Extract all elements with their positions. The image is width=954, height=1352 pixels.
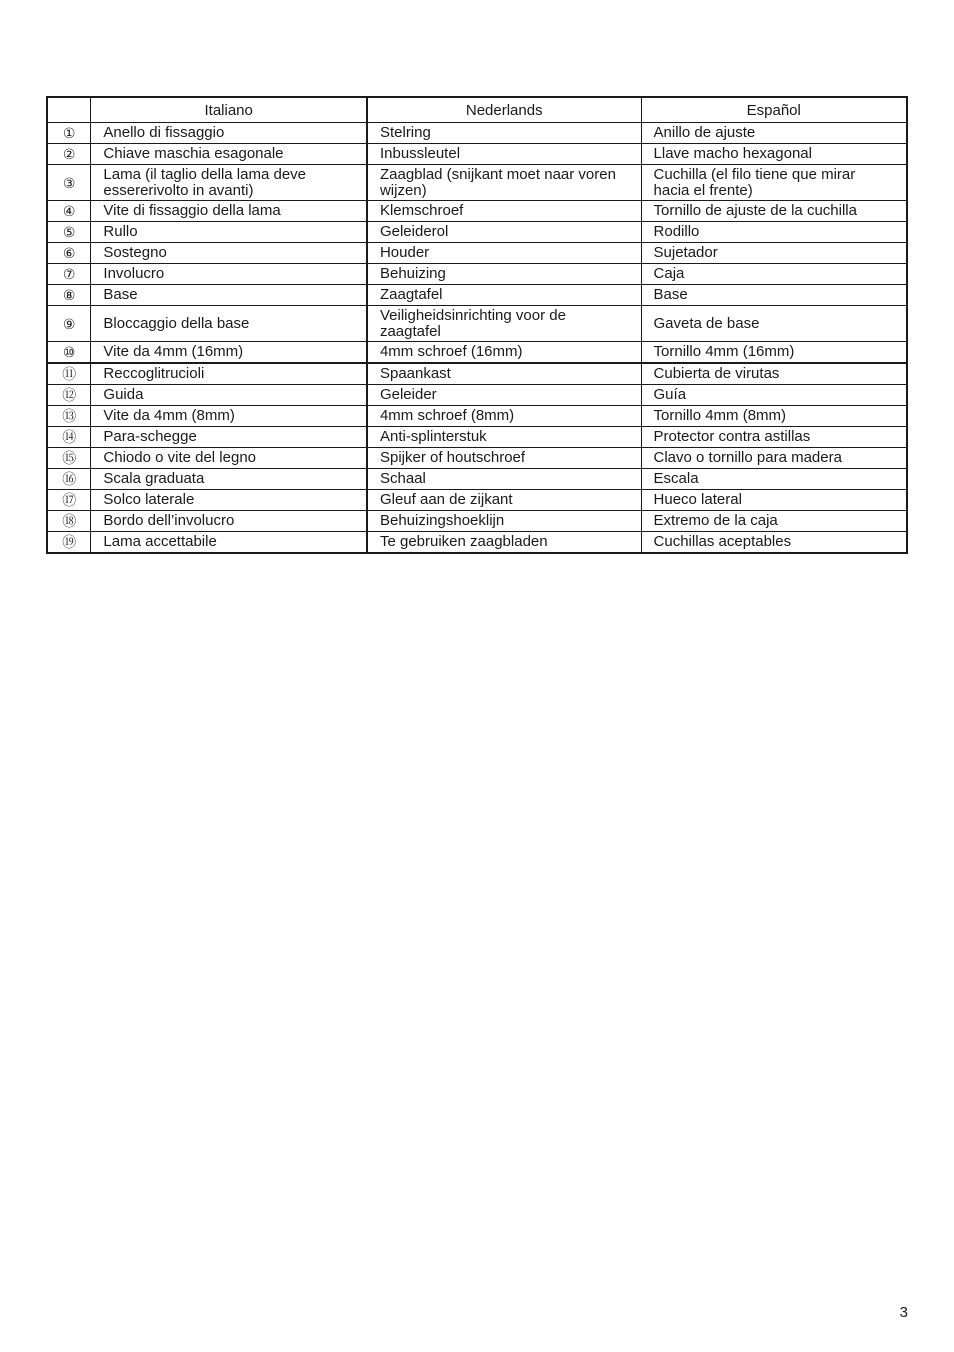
dutch-term: Zaagtafel: [367, 285, 641, 306]
italian-term: Vite di fissaggio della lama: [91, 201, 367, 222]
header-number: [47, 97, 91, 123]
italian-term: Reccoglitrucioli: [91, 363, 367, 385]
italian-term: Rullo: [91, 222, 367, 243]
item-number: ⑱: [47, 511, 91, 532]
italian-term: Sostegno: [91, 243, 367, 264]
dutch-term: Geleider: [367, 385, 641, 406]
spanish-term: Llave macho hexagonal: [641, 144, 907, 165]
italian-term: Para-schegge: [91, 427, 367, 448]
spanish-term: Tornillo de ajuste de la cuchilla: [641, 201, 907, 222]
table-row: [47, 264, 907, 285]
header-nederlands: Nederlands: [367, 97, 641, 123]
table-row: [47, 243, 907, 264]
table-row: [47, 363, 907, 385]
spanish-term: Extremo de la caja: [641, 511, 907, 532]
item-number: ⑤: [47, 222, 91, 243]
item-number: ⑧: [47, 285, 91, 306]
header-espanol: Español: [641, 97, 907, 123]
dutch-term: Te gebruiken zaagbladen: [367, 532, 641, 554]
dutch-term: Anti-splinterstuk: [367, 427, 641, 448]
table-row: [47, 490, 907, 511]
italian-term: Scala graduata: [91, 469, 367, 490]
parts-table: [46, 96, 908, 554]
item-number: ⑩: [47, 342, 91, 364]
dutch-term: 4mm schroef (8mm): [367, 406, 641, 427]
item-number: ⑪: [47, 363, 91, 385]
page-number: 3: [899, 1304, 908, 1321]
table-row: [47, 222, 907, 243]
spanish-term: Cubierta de virutas: [641, 363, 907, 385]
dutch-term: Spaankast: [367, 363, 641, 385]
spanish-term: Clavo o tornillo para madera: [641, 448, 907, 469]
italian-term: Vite da 4mm (16mm): [91, 342, 367, 364]
table-row: [47, 532, 907, 554]
table-row: [47, 123, 907, 144]
dutch-term: Schaal: [367, 469, 641, 490]
italian-term: Involucro: [91, 264, 367, 285]
item-number: ⑥: [47, 243, 91, 264]
dutch-term: Zaagblad (snijkant moet naar voren wijzen): [367, 165, 641, 201]
dutch-term: Behuizing: [367, 264, 641, 285]
item-number: ②: [47, 144, 91, 165]
table-row: [47, 201, 907, 222]
item-number: ⑭: [47, 427, 91, 448]
table-row: [47, 385, 907, 406]
table-row: [47, 406, 907, 427]
spanish-term: Guía: [641, 385, 907, 406]
spanish-term: Gaveta de base: [641, 306, 907, 342]
item-number: ⑫: [47, 385, 91, 406]
spanish-term: Anillo de ajuste: [641, 123, 907, 144]
spanish-term: Cuchillas aceptables: [641, 532, 907, 554]
italian-term: Chiave maschia esagonale: [91, 144, 367, 165]
spanish-term: Hueco lateral: [641, 490, 907, 511]
header-italiano: Italiano: [91, 97, 367, 123]
item-number: ⑬: [47, 406, 91, 427]
table-row: [47, 342, 907, 364]
spanish-term: Base: [641, 285, 907, 306]
table-row: [47, 427, 907, 448]
italian-term: Solco laterale: [91, 490, 367, 511]
spanish-term: Cuchilla (el filo tiene que mirar hacia el frente): [641, 165, 907, 201]
item-number: ⑲: [47, 532, 91, 554]
item-number: ④: [47, 201, 91, 222]
italian-term: Chiodo o vite del legno: [91, 448, 367, 469]
italian-term: Lama (il taglio della lama deve essererivolto in avanti): [91, 165, 367, 201]
dutch-term: Behuizingshoeklijn: [367, 511, 641, 532]
table-header-row: [47, 97, 907, 123]
dutch-term: Veiligheidsinrichting voor de zaagtafel: [367, 306, 641, 342]
spanish-term: Protector contra astillas: [641, 427, 907, 448]
italian-term: Lama accettabile: [91, 532, 367, 554]
dutch-term: Spijker of houtschroef: [367, 448, 641, 469]
table-row: [47, 306, 907, 342]
spanish-term: Rodillo: [641, 222, 907, 243]
item-number: ③: [47, 165, 91, 201]
spanish-term: Escala: [641, 469, 907, 490]
item-number: ⑨: [47, 306, 91, 342]
item-number: ⑮: [47, 448, 91, 469]
dutch-term: Geleiderol: [367, 222, 641, 243]
table-row: [47, 469, 907, 490]
table-row: [47, 144, 907, 165]
dutch-term: Gleuf aan de zijkant: [367, 490, 641, 511]
spanish-term: Sujetador: [641, 243, 907, 264]
spanish-term: Caja: [641, 264, 907, 285]
dutch-term: Houder: [367, 243, 641, 264]
spanish-term: Tornillo 4mm (16mm): [641, 342, 907, 364]
item-number: ⑦: [47, 264, 91, 285]
italian-term: Base: [91, 285, 367, 306]
italian-term: Guida: [91, 385, 367, 406]
italian-term: Vite da 4mm (8mm): [91, 406, 367, 427]
table-row: [47, 448, 907, 469]
italian-term: Bordo dell’involucro: [91, 511, 367, 532]
table-row: [47, 165, 907, 201]
dutch-term: 4mm schroef (16mm): [367, 342, 641, 364]
dutch-term: Klemschroef: [367, 201, 641, 222]
item-number: ⑯: [47, 469, 91, 490]
item-number: ①: [47, 123, 91, 144]
spanish-term: Tornillo 4mm (8mm): [641, 406, 907, 427]
item-number: ⑰: [47, 490, 91, 511]
table-row: [47, 285, 907, 306]
table-row: [47, 511, 907, 532]
italian-term: Anello di fissaggio: [91, 123, 367, 144]
italian-term: Bloccaggio della base: [91, 306, 367, 342]
dutch-term: Inbussleutel: [367, 144, 641, 165]
dutch-term: Stelring: [367, 123, 641, 144]
